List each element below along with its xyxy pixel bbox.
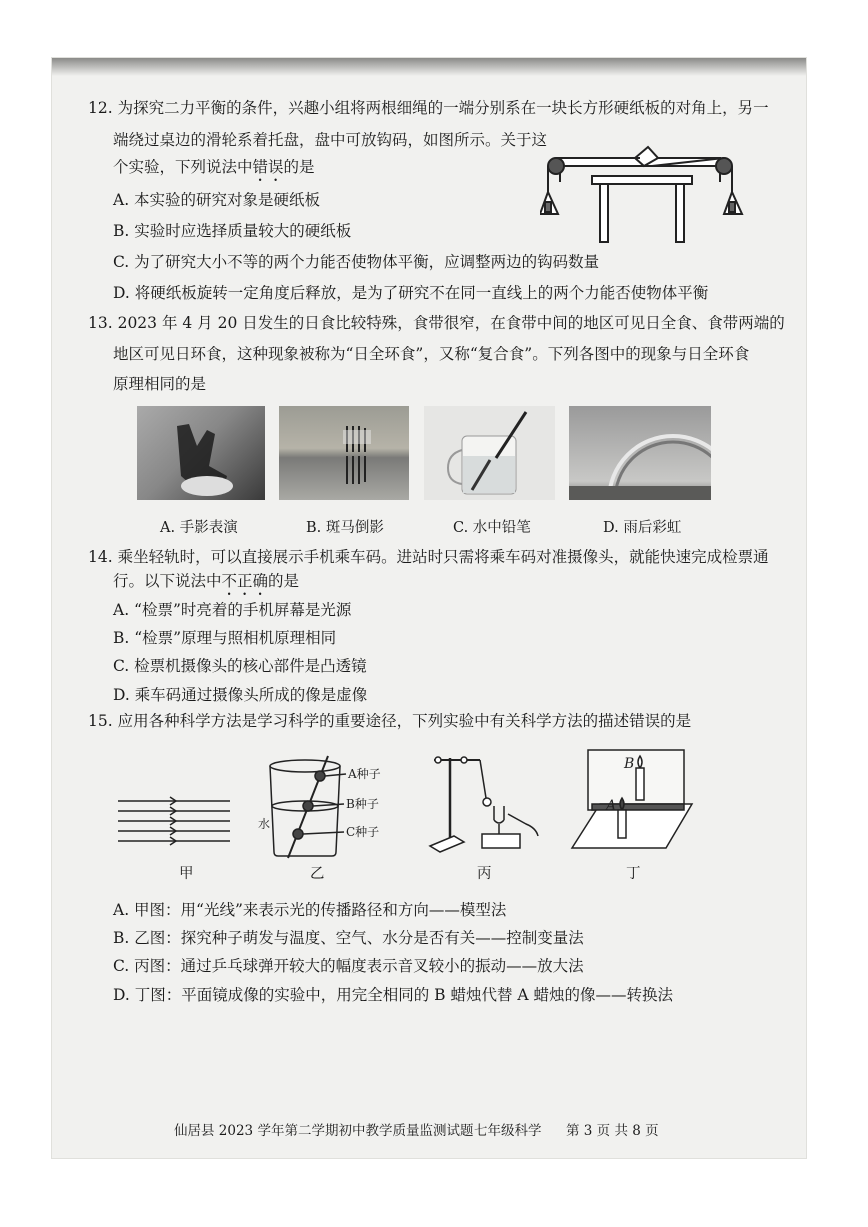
q15-option-a: A. 甲图：用“光线”来表示光的传播路径和方向——模型法 <box>113 901 507 919</box>
q13-line2: 地区可见日环食，这种现象被称为“日全环食”，又称“复合食”。下列各图中的现象与日全环食 <box>113 345 750 363</box>
zebra-reflection-photo <box>279 406 409 500</box>
q13-option-c: C. 水中铅笔 <box>453 520 531 536</box>
tuning-fork-figure <box>424 752 556 854</box>
q12-option-d: D. 将硬纸板旋转一定角度后释放，是为了研究不在同一直线上的两个力能否使物体平衡 <box>113 284 709 302</box>
q14-option-b: B. “检票”原理与照相机原理相同 <box>113 629 337 647</box>
q12-option-c: C. 为了研究大小不等的两个力能否使物体平衡，应调整两边的钩码数量 <box>113 253 600 271</box>
pencil-in-water-photo <box>424 406 555 500</box>
q12-line3: 个实验，下列说法中错误的是 <box>113 158 315 176</box>
q13-option-a: A. 手影表演 <box>160 520 238 536</box>
figure-label-ding: 丁 <box>626 866 641 882</box>
q12-option-a: A. 本实验的研究对象是硬纸板 <box>113 191 321 209</box>
seed-a-label: A种子 <box>348 767 381 781</box>
q13-option-d: D. 雨后彩虹 <box>603 520 682 536</box>
q13-line3: 原理相同的是 <box>113 375 207 393</box>
q15-option-b: B. 乙图：探究种子萌发与温度、空气、水分是否有关——控制变量法 <box>113 929 584 947</box>
water-label: 水 <box>258 817 271 831</box>
q12-line2: 端绕过桌边的滑轮系着托盘，盘中可放钩码，如图所示。关于这 <box>113 131 548 149</box>
q14-option-a: A. “检票”时亮着的手机屏幕是光源 <box>113 601 352 619</box>
seed-b-label: B种子 <box>346 797 379 811</box>
footer-exam-title: 仙居县 2023 学年第二学期初中教学质量监测试题 <box>174 1123 474 1139</box>
q12-pulley-figure <box>540 144 745 244</box>
page-top-shadow <box>52 58 806 76</box>
q12-line1: 12. 为探究二力平衡的条件，兴趣小组将两根细绳的一端分别系在一块长方形硬纸板的对角上，另一 <box>88 99 769 117</box>
q15-line1: 15. 应用各种科学方法是学习科学的重要途径，下列实验中有关科学方法的描述错误的是 <box>88 712 692 730</box>
rainbow-photo <box>569 406 711 500</box>
q15-option-d: D. 丁图：平面镜成像的实验中，用完全相同的 B 蜡烛代替 A 蜡烛的像——转换法 <box>113 986 674 1004</box>
q12-option-b: B. 实验时应选择质量较大的硬纸板 <box>113 222 352 240</box>
q14-option-c: C. 检票机摄像头的核心部件是凸透镜 <box>113 657 367 675</box>
candle-a-label: A <box>606 798 617 814</box>
candle-b-label: B <box>624 756 635 772</box>
figure-label-bing: 丙 <box>477 866 492 882</box>
q14-line2: 行。以下说法中不正确的是 <box>113 572 300 590</box>
q15-option-c: C. 丙图：通过乒乓球弹开较大的幅度表示音叉较小的振动——放大法 <box>113 957 584 975</box>
q14-line1: 14. 乘坐轻轨时，可以直接展示手机乘车码。进站时只需将乘车码对准摄像头，就能快速完成检票通 <box>88 548 769 566</box>
hand-shadow-photo <box>137 406 265 500</box>
figure-label-yi: 乙 <box>310 866 325 882</box>
footer-page-number: 第 3 页 共 8 页 <box>566 1123 659 1139</box>
seed-beaker-figure <box>258 752 388 860</box>
plane-mirror-figure <box>570 744 694 854</box>
figure-label-jia: 甲 <box>179 866 194 882</box>
footer-subject: 七年级科学 <box>474 1123 542 1139</box>
q13-option-b: B. 斑马倒影 <box>306 520 384 536</box>
q14-option-d: D. 乘车码通过摄像头所成的像是虚像 <box>113 686 368 704</box>
q13-line1: 13. 2023 年 4 月 20 日发生的日食比较特殊，食带很窄，在食带中间的地区可见日全食、食带两端的 <box>88 314 785 332</box>
light-rays-figure <box>116 796 234 846</box>
seed-c-label: C种子 <box>346 825 380 839</box>
